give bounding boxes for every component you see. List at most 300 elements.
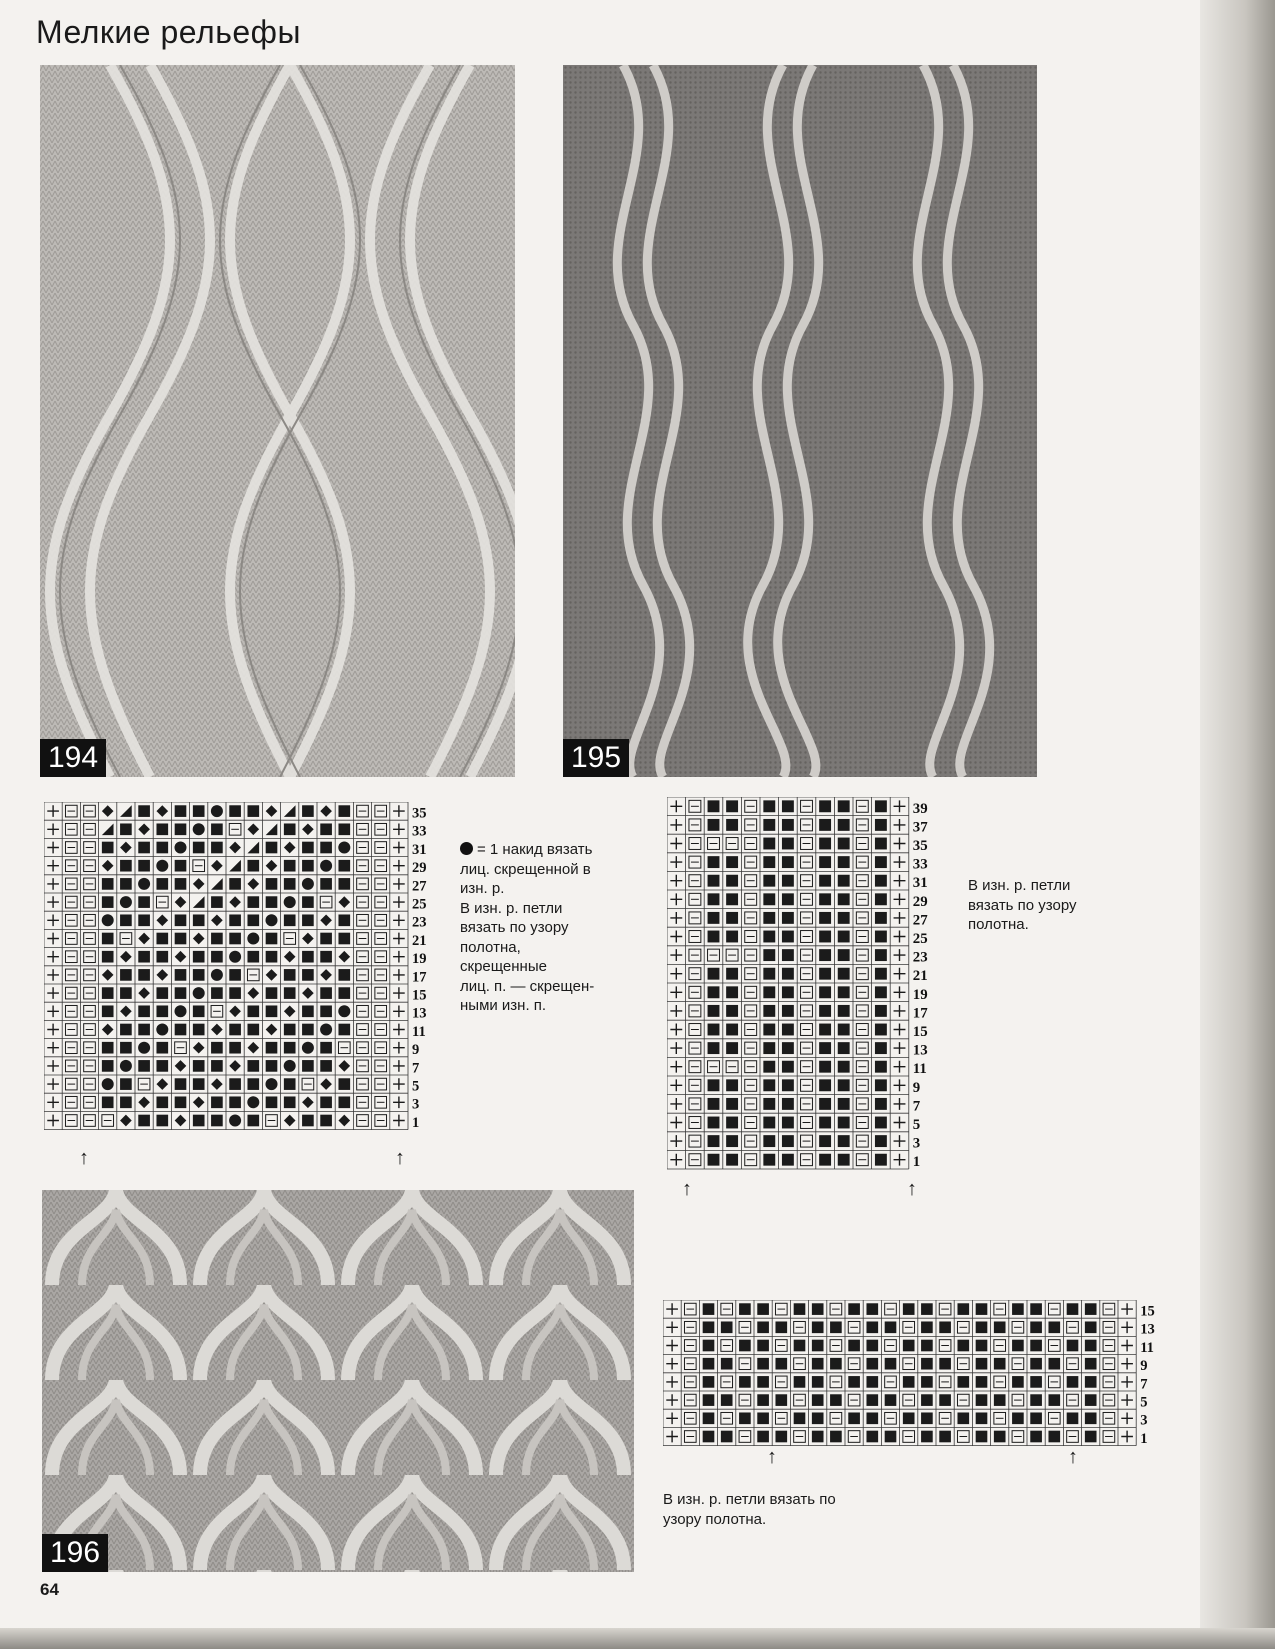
plus-icon — [393, 1042, 405, 1054]
filled-square-icon — [320, 1042, 332, 1054]
plus-icon — [894, 819, 906, 831]
filled-square-icon — [1085, 1376, 1097, 1388]
diamond-icon — [338, 1060, 350, 1072]
row-label: 15 — [1140, 1303, 1155, 1320]
filled-square-icon — [726, 1154, 738, 1166]
filled-dot-icon — [338, 1005, 350, 1017]
filled-square-icon — [211, 951, 223, 963]
filled-dot-icon — [284, 896, 296, 908]
filled-dot-icon — [156, 1023, 168, 1035]
filled-square-icon — [726, 800, 738, 812]
plus-icon — [47, 933, 59, 945]
row-label: 27 — [912, 912, 928, 929]
diamond-icon — [266, 969, 278, 981]
filled-square-icon — [1085, 1394, 1097, 1406]
plus-icon — [894, 856, 906, 868]
filled-square-icon — [703, 1358, 715, 1370]
filled-square-icon — [782, 968, 794, 980]
diamond-icon — [193, 933, 205, 945]
filled-square-icon — [284, 1042, 296, 1054]
filled-square-icon — [708, 1005, 720, 1017]
diamond-icon — [156, 1078, 168, 1090]
filled-square-icon — [138, 1024, 150, 1036]
plus-icon — [670, 986, 682, 998]
filled-square-icon — [726, 1117, 738, 1129]
diamond-icon — [302, 987, 314, 999]
legend-line: полотна, — [460, 938, 521, 956]
diamond-icon — [338, 951, 350, 963]
filled-square-icon — [138, 1005, 150, 1017]
plus-icon — [666, 1303, 678, 1315]
filled-square-icon — [1067, 1376, 1079, 1388]
filled-square-icon — [866, 1394, 878, 1406]
filled-square-icon — [819, 968, 831, 980]
row-label: 33 — [412, 823, 427, 840]
filled-square-icon — [247, 1024, 259, 1036]
plus-icon — [47, 878, 59, 890]
filled-square-icon — [757, 1303, 769, 1315]
filled-square-icon — [819, 1024, 831, 1036]
triangle-icon — [284, 805, 296, 817]
filled-square-icon — [763, 838, 775, 850]
note-line: полотна. — [968, 916, 1029, 933]
plus-icon — [894, 1061, 906, 1073]
filled-square-icon — [138, 805, 150, 817]
diamond-icon — [266, 805, 278, 817]
filled-square-icon — [838, 800, 850, 812]
filled-square-icon — [266, 896, 278, 908]
diamond-icon — [247, 878, 259, 890]
filled-square-icon — [782, 949, 794, 961]
filled-square-icon — [102, 1060, 114, 1072]
plus-icon — [894, 1005, 906, 1017]
row-label: 13 — [912, 1042, 928, 1059]
filled-square-icon — [338, 878, 350, 890]
filled-square-icon — [320, 987, 332, 999]
filled-square-icon — [703, 1321, 715, 1333]
filled-square-icon — [812, 1340, 824, 1352]
row-label: 3 — [412, 1096, 420, 1113]
filled-square-icon — [838, 1154, 850, 1166]
filled-dot-icon — [193, 987, 205, 999]
diamond-icon — [320, 914, 332, 926]
filled-square-icon — [775, 1358, 787, 1370]
triangle-icon — [229, 860, 241, 872]
filled-square-icon — [782, 1079, 794, 1091]
filled-square-icon — [338, 1024, 350, 1036]
filled-square-icon — [708, 931, 720, 943]
filled-dot-icon — [229, 951, 241, 963]
filled-square-icon — [875, 1154, 887, 1166]
row-label: 7 — [912, 1098, 921, 1115]
filled-square-icon — [120, 860, 132, 872]
filled-square-icon — [903, 1376, 915, 1388]
diamond-icon — [102, 1024, 114, 1036]
filled-square-icon — [338, 933, 350, 945]
plus-icon — [670, 875, 682, 887]
filled-square-icon — [957, 1376, 969, 1388]
filled-square-icon — [338, 860, 350, 872]
row-labels — [1140, 1303, 1155, 1446]
filled-square-icon — [138, 860, 150, 872]
filled-square-icon — [120, 1096, 132, 1108]
filled-square-icon — [875, 819, 887, 831]
filled-square-icon — [156, 933, 168, 945]
plus-icon — [666, 1340, 678, 1352]
filled-square-icon — [757, 1376, 769, 1388]
filled-square-icon — [819, 949, 831, 961]
diamond-icon — [156, 914, 168, 926]
filled-square-icon — [175, 805, 187, 817]
filled-square-icon — [976, 1431, 988, 1443]
arrow-up-icon: ↑ — [395, 1147, 405, 1169]
diamond-icon — [120, 1115, 132, 1127]
filled-square-icon — [939, 1321, 951, 1333]
filled-square-icon — [284, 823, 296, 835]
filled-square-icon — [763, 1005, 775, 1017]
filled-square-icon — [726, 856, 738, 868]
filled-square-icon — [229, 805, 241, 817]
filled-square-icon — [921, 1376, 933, 1388]
legend-line: В изн. р. петли — [460, 899, 563, 917]
filled-square-icon — [763, 800, 775, 812]
filled-square-icon — [885, 1431, 897, 1443]
diamond-icon — [156, 805, 168, 817]
filled-square-icon — [247, 896, 259, 908]
diamond-icon — [320, 969, 332, 981]
chart-195 — [667, 797, 967, 1175]
chart-194-legend — [460, 840, 640, 1016]
filled-square-icon — [757, 1412, 769, 1424]
filled-square-icon — [957, 1303, 969, 1315]
filled-square-icon — [229, 1024, 241, 1036]
filled-square-icon — [763, 875, 775, 887]
chart-grid-lines — [44, 802, 408, 1130]
filled-square-icon — [782, 856, 794, 868]
row-label: 33 — [912, 856, 928, 873]
filled-square-icon — [830, 1358, 842, 1370]
filled-square-icon — [1048, 1394, 1060, 1406]
filled-square-icon — [875, 1079, 887, 1091]
row-label: 19 — [412, 951, 427, 968]
chart-194 — [44, 802, 448, 1140]
filled-square-icon — [1030, 1394, 1042, 1406]
filled-square-icon — [247, 1115, 259, 1127]
filled-square-icon — [703, 1412, 715, 1424]
filled-square-icon — [193, 1024, 205, 1036]
row-label: 31 — [412, 841, 427, 858]
filled-square-icon — [284, 1024, 296, 1036]
filled-square-icon — [708, 1079, 720, 1091]
filled-square-icon — [903, 1340, 915, 1352]
plus-icon — [670, 1117, 682, 1129]
chart-grid-lines — [663, 1300, 1136, 1446]
filled-square-icon — [885, 1358, 897, 1370]
filled-square-icon — [976, 1321, 988, 1333]
filled-square-icon — [775, 1431, 787, 1443]
filled-square-icon — [320, 1115, 332, 1127]
row-label: 17 — [412, 969, 427, 986]
filled-square-icon — [848, 1303, 860, 1315]
filled-square-icon — [819, 931, 831, 943]
filled-square-icon — [812, 1376, 824, 1388]
filled-square-icon — [1085, 1358, 1097, 1370]
plus-icon — [393, 1078, 405, 1090]
filled-square-icon — [193, 1115, 205, 1127]
filled-square-icon — [120, 823, 132, 835]
filled-square-icon — [102, 1005, 114, 1017]
filled-square-icon — [708, 986, 720, 998]
row-labels — [913, 801, 928, 1170]
arrow-up-icon: ↑ — [767, 1446, 777, 1468]
filled-square-icon — [812, 1303, 824, 1315]
row-label: 19 — [912, 986, 928, 1003]
filled-square-icon — [138, 1060, 150, 1072]
filled-square-icon — [903, 1412, 915, 1424]
legend-line: лиц. п. — скрещен- — [460, 977, 595, 995]
filled-square-icon — [726, 819, 738, 831]
filled-square-icon — [819, 1098, 831, 1110]
chart-195-grid — [667, 797, 967, 1175]
filled-square-icon — [875, 893, 887, 905]
filled-square-icon — [229, 987, 241, 999]
plus-icon — [1121, 1321, 1133, 1333]
filled-square-icon — [247, 1060, 259, 1072]
filled-square-icon — [338, 805, 350, 817]
plus-icon — [670, 838, 682, 850]
filled-square-icon — [320, 1005, 332, 1017]
diamond-icon — [320, 805, 332, 817]
plus-icon — [894, 893, 906, 905]
row-label: 1 — [412, 1114, 420, 1131]
filled-square-icon — [247, 951, 259, 963]
plus-icon — [393, 842, 405, 854]
row-label: 15 — [912, 1024, 928, 1041]
filled-square-icon — [921, 1431, 933, 1443]
filled-square-icon — [875, 968, 887, 980]
filled-square-icon — [193, 1005, 205, 1017]
filled-square-icon — [211, 933, 223, 945]
filled-square-icon — [708, 1098, 720, 1110]
filled-square-icon — [193, 1078, 205, 1090]
diamond-icon — [247, 987, 259, 999]
filled-square-icon — [794, 1412, 806, 1424]
filled-square-icon — [266, 987, 278, 999]
filled-square-icon — [782, 1135, 794, 1147]
filled-square-icon — [875, 912, 887, 924]
filled-dot-icon — [302, 1042, 314, 1054]
plus-icon — [1121, 1358, 1133, 1370]
filled-square-icon — [757, 1431, 769, 1443]
filled-square-icon — [175, 1024, 187, 1036]
diamond-icon — [175, 1060, 187, 1072]
filled-square-icon — [703, 1303, 715, 1315]
filled-square-icon — [284, 860, 296, 872]
filled-square-icon — [708, 800, 720, 812]
plus-icon — [670, 949, 682, 961]
filled-square-icon — [976, 1412, 988, 1424]
row-label: 13 — [412, 1005, 427, 1022]
legend-line: = 1 накид вязать — [460, 840, 640, 860]
row-label: 3 — [912, 1135, 921, 1152]
row-label: 23 — [912, 949, 928, 966]
diamond-icon — [102, 805, 114, 817]
filled-square-icon — [229, 878, 241, 890]
filled-square-icon — [266, 1096, 278, 1108]
arrow-up-icon: ↑ — [907, 1178, 917, 1200]
filled-square-icon — [1012, 1412, 1024, 1424]
filled-square-icon — [812, 1321, 824, 1333]
plus-icon — [894, 1042, 906, 1054]
filled-square-icon — [838, 1135, 850, 1147]
filled-square-icon — [838, 893, 850, 905]
diamond-icon — [120, 951, 132, 963]
diamond-icon — [284, 1115, 296, 1127]
arrow-up-icon: ↑ — [1068, 1446, 1078, 1468]
page-edge — [1200, 0, 1275, 1649]
plus-icon — [1121, 1376, 1133, 1388]
filled-square-icon — [838, 968, 850, 980]
filled-square-icon — [866, 1303, 878, 1315]
plus-icon — [393, 1024, 405, 1036]
filled-square-icon — [211, 842, 223, 854]
diamond-icon — [175, 896, 187, 908]
plus-icon — [47, 1096, 59, 1108]
plus-icon — [393, 933, 405, 945]
filled-square-icon — [284, 1078, 296, 1090]
filled-square-icon — [320, 933, 332, 945]
filled-square-icon — [819, 800, 831, 812]
plus-icon — [47, 860, 59, 872]
row-label: 21 — [912, 968, 928, 985]
filled-square-icon — [120, 969, 132, 981]
filled-square-icon — [957, 1340, 969, 1352]
filled-square-icon — [875, 1098, 887, 1110]
plus-icon — [894, 800, 906, 812]
filled-dot-icon — [174, 1005, 186, 1017]
filled-square-icon — [782, 1117, 794, 1129]
plus-icon — [894, 1098, 906, 1110]
filled-square-icon — [1048, 1321, 1060, 1333]
legend-line: вязать по узору — [460, 919, 569, 936]
chart-195-note — [968, 876, 1128, 935]
page-number: 64 — [40, 1580, 59, 1599]
triangle-icon — [193, 896, 205, 908]
triangle-icon — [211, 878, 223, 890]
filled-square-icon — [782, 893, 794, 905]
filled-square-icon — [726, 968, 738, 980]
filled-square-icon — [763, 856, 775, 868]
filled-square-icon — [812, 1431, 824, 1443]
note-line: узору полотна. — [663, 1510, 767, 1528]
diamond-icon — [193, 1096, 205, 1108]
filled-square-icon — [994, 1321, 1006, 1333]
filled-square-icon — [726, 893, 738, 905]
filled-dot-icon — [211, 805, 223, 817]
filled-square-icon — [782, 931, 794, 943]
filled-square-icon — [211, 1042, 223, 1054]
filled-square-icon — [247, 805, 259, 817]
filled-square-icon — [775, 1394, 787, 1406]
filled-square-icon — [819, 1135, 831, 1147]
filled-square-icon — [302, 1024, 314, 1036]
chart-196 — [663, 1300, 1179, 1452]
legend-line: лиц. скрещенной в — [460, 860, 591, 878]
filled-square-icon — [848, 1376, 860, 1388]
filled-square-icon — [721, 1431, 733, 1443]
filled-square-icon — [156, 951, 168, 963]
diamond-icon — [175, 951, 187, 963]
filled-square-icon — [921, 1412, 933, 1424]
knit-photo-194 — [40, 65, 515, 777]
plus-icon — [670, 1005, 682, 1017]
diamond-icon — [284, 842, 296, 854]
knit-photo-196 — [42, 1190, 634, 1572]
filled-square-icon — [156, 1042, 168, 1054]
filled-square-icon — [838, 1024, 850, 1036]
plus-icon — [894, 1079, 906, 1091]
filled-square-icon — [921, 1340, 933, 1352]
diamond-icon — [211, 860, 223, 872]
filled-square-icon — [739, 1376, 751, 1388]
filled-square-icon — [102, 933, 114, 945]
filled-square-icon — [156, 1096, 168, 1108]
filled-square-icon — [875, 1005, 887, 1017]
filled-square-icon — [994, 1358, 1006, 1370]
diamond-icon — [193, 878, 205, 890]
filled-square-icon — [921, 1394, 933, 1406]
filled-square-icon — [866, 1376, 878, 1388]
filled-square-icon — [921, 1303, 933, 1315]
plus-icon — [393, 1115, 405, 1127]
filled-square-icon — [193, 951, 205, 963]
filled-square-icon — [284, 1096, 296, 1108]
plus-icon — [894, 931, 906, 943]
filled-square-icon — [703, 1376, 715, 1388]
diamond-icon — [102, 860, 114, 872]
filled-square-icon — [819, 1079, 831, 1091]
filled-square-icon — [721, 1358, 733, 1370]
filled-square-icon — [757, 1358, 769, 1370]
filled-dot-icon — [302, 878, 314, 890]
chart-196-grid — [663, 1300, 1179, 1452]
filled-square-icon — [848, 1340, 860, 1352]
filled-square-icon — [794, 1340, 806, 1352]
filled-square-icon — [175, 1078, 187, 1090]
filled-square-icon — [120, 1078, 132, 1090]
plus-icon — [894, 949, 906, 961]
filled-square-icon — [726, 875, 738, 887]
filled-square-icon — [120, 914, 132, 926]
legend-line: ными изн. п. — [460, 997, 547, 1014]
filled-square-icon — [1012, 1303, 1024, 1315]
diamond-icon — [211, 1024, 223, 1036]
plus-icon — [393, 1060, 405, 1072]
filled-square-icon — [1067, 1340, 1079, 1352]
filled-square-icon — [1030, 1321, 1042, 1333]
filled-square-icon — [211, 1096, 223, 1108]
filled-square-icon — [875, 1042, 887, 1054]
plus-icon — [894, 986, 906, 998]
filled-dot-icon — [174, 841, 186, 853]
filled-square-icon — [830, 1321, 842, 1333]
row-label: 9 — [1140, 1358, 1148, 1375]
filled-square-icon — [726, 1079, 738, 1091]
filled-square-icon — [726, 931, 738, 943]
plus-icon — [666, 1431, 678, 1443]
filled-square-icon — [763, 1135, 775, 1147]
filled-square-icon — [1085, 1303, 1097, 1315]
